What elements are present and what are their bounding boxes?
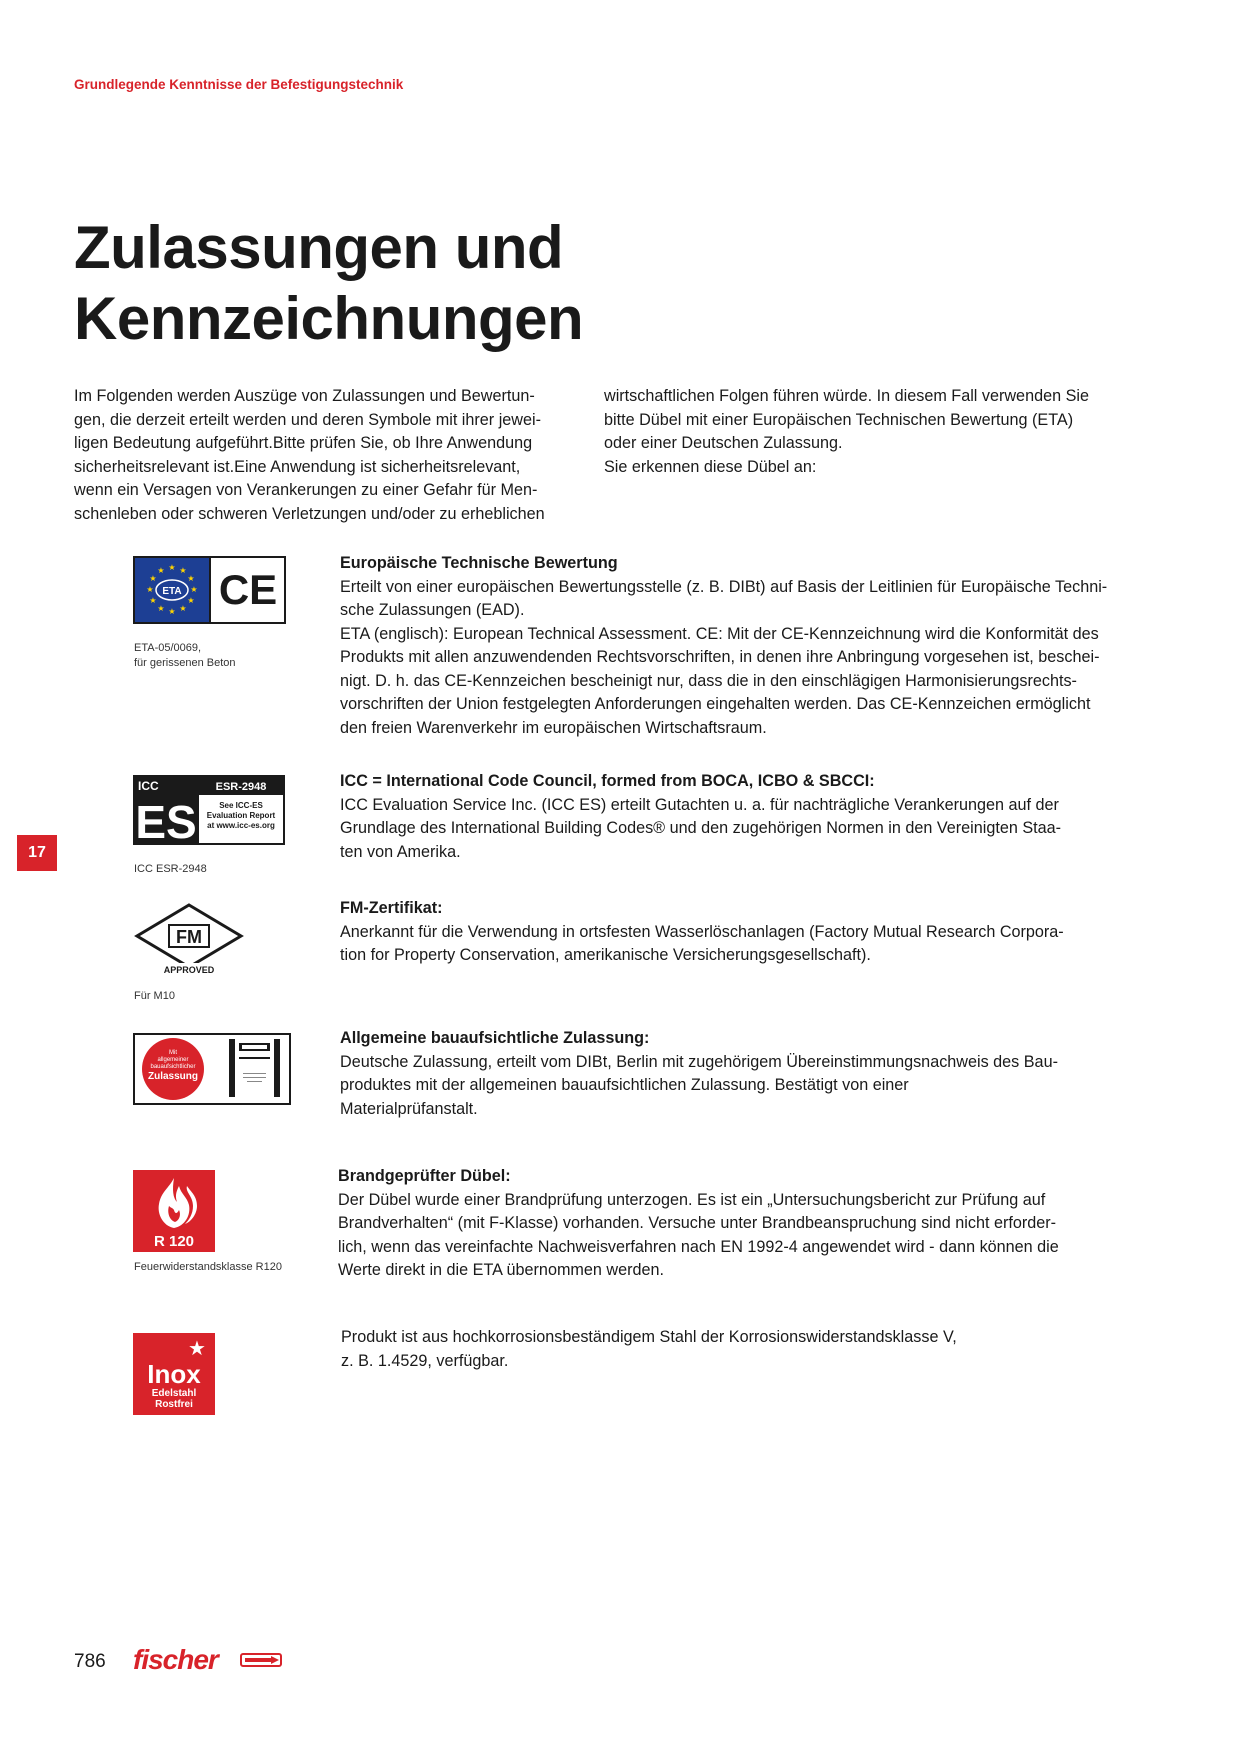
fire-caption	[134, 1260, 282, 1275]
intro-line: schenleben oder schweren Verletzungen und/oder zu erheblichen	[74, 504, 545, 523]
fischer-plug-icon	[240, 1651, 282, 1674]
svg-text:★: ★	[168, 563, 176, 572]
fm-line: Anerkannt für die Verwendung in ortsfesten Wasserlöschanlagen (Factory Mutual Research Corpora-	[340, 922, 1064, 941]
inox-line: z. B. 1.4529, verfügbar.	[341, 1351, 509, 1370]
fire-line: Der Dübel wurde einer Brandprüfung unterzogen. Es ist ein „Untersuchungsbericht zur Prüfung auf	[338, 1190, 1046, 1209]
page-title-line-2: Kennzeichnungen	[74, 285, 584, 352]
icc-section	[340, 770, 1140, 864]
fire-heading: Brandgeprüfter Dübel:	[338, 1167, 511, 1185]
ce-mark-text: CE	[218, 566, 278, 613]
abz-logo	[133, 1033, 291, 1105]
fm-line: tion for Property Conservation, amerikanische Versicherungsgesellschaft).	[340, 946, 871, 964]
fm-caption	[134, 989, 175, 1004]
fm-section	[340, 897, 1140, 968]
abz-line: Deutsche Zulassung, erteilt vom DIBt, Berlin mit zugehörigem Übereinstimmungsnachweis des Bau-	[340, 1052, 1058, 1071]
eta-caption	[134, 641, 236, 670]
star-icon: ★	[188, 1336, 206, 1360]
svg-text:★: ★	[179, 604, 187, 613]
rostfrei-text: Rostfrei	[155, 1399, 193, 1410]
es-logo-text: ES	[135, 796, 197, 845]
inox-line: Produkt ist aus hochkorrosionsbeständigem Stahl der Korrosionswiderstandsklasse V,	[341, 1328, 957, 1346]
eta-line: nigt. D. h. das CE-Kennzeichen bescheinigt nur, dass die in den einschlägigen Harmonisierungsrechts-	[340, 671, 1077, 690]
page-title	[74, 212, 794, 354]
eta-heading: Europäische Technische Bewertung	[340, 554, 618, 572]
icc-url-text: at www.icc-es.org	[207, 821, 275, 830]
icc-eval-text: Evaluation Report	[206, 811, 276, 820]
svg-text:★: ★	[149, 596, 157, 605]
intro-left-column	[74, 385, 579, 526]
icc-see-text: See ICC-ES	[219, 801, 263, 810]
icc-logo-text: ICC	[138, 779, 159, 793]
fire-line: Brandverhalten“ (mit F-Klasse) vorhanden. Versuche unter Brandbeanspruchung sind nicht erforder-	[338, 1214, 1057, 1232]
fire-section	[338, 1165, 1138, 1283]
icc-line: ten von Amerika.	[340, 842, 461, 861]
svg-text:★: ★	[187, 596, 195, 605]
fire-line: Werte direkt in die ETA übernommen werden.	[338, 1261, 665, 1279]
eta-line: sche Zulassungen (EAD).	[340, 601, 525, 619]
svg-text:★: ★	[149, 574, 157, 583]
intro-line: Im Folgenden werden Auszüge von Zulassungen und Bewertun-	[74, 387, 535, 405]
abz-heading: Allgemeine bauaufsichtliche Zulassung:	[340, 1029, 650, 1047]
inox-text: Inox	[147, 1359, 201, 1389]
eta-line: vorschriften der Union festgelegten Anforderungen eingehalten werden. Das CE-Kennzeichen ermöglicht	[340, 695, 1091, 713]
page-title-line-1: Zulassungen und	[74, 214, 564, 281]
intro-line: sicherheitsrelevant ist.Eine Anwendung ist sicherheitsrelevant,	[74, 457, 521, 476]
caption-line: Für M10	[134, 990, 175, 1002]
inox-logo	[133, 1333, 215, 1415]
intro-line: Sie erkennen diese Dübel an:	[604, 457, 817, 476]
svg-text:★: ★	[157, 604, 165, 613]
eta-ce-logo	[133, 556, 286, 624]
icc-heading: ICC = International Code Council, formed from BOCA, ICBO & SBCCI:	[340, 772, 875, 790]
fm-approved-text: APPROVED	[163, 965, 215, 975]
fm-logo-text: FM	[176, 927, 202, 947]
intro-line: oder einer Deutschen Zulassung.	[604, 434, 843, 452]
eta-line: den freien Warenverkehr im europäischen Wirtschaftsraum.	[340, 718, 767, 737]
intro-line: wenn ein Versagen von Verankerungen zu einer Gefahr für Men-	[74, 481, 538, 499]
page-number: 786	[74, 1651, 106, 1672]
icc-es-logo	[133, 775, 285, 845]
fm-heading: FM-Zertifikat:	[340, 899, 443, 917]
r120-fire-logo	[133, 1170, 215, 1252]
caption-line: ETA-05/0069,	[134, 642, 202, 654]
caption-line: ICC ESR-2948	[134, 863, 207, 875]
caption-line: für gerissenen Beton	[134, 656, 236, 669]
fm-approved-logo	[133, 903, 245, 975]
abz-bau-text: bauaufsichtlicher	[150, 1064, 196, 1070]
intro-line: wirtschaftlichen Folgen führen würde. In diesem Fall verwenden Sie	[604, 387, 1089, 405]
icc-caption	[134, 862, 207, 877]
abz-line: Materialprüfanstalt.	[340, 1099, 478, 1118]
r120-text: R 120	[153, 1233, 195, 1250]
icc-line: Grundlage des International Building Codes® und den zugehörigen Normen in den Vereinigten Staa-	[340, 819, 1062, 837]
intro-line: gen, die derzeit erteilt werden und deren Symbole mit ihrer jewei-	[74, 410, 541, 429]
inox-section	[341, 1326, 1141, 1373]
svg-text:★: ★	[168, 607, 176, 616]
eta-logo-text: ETA	[162, 586, 182, 597]
abz-line: produktes mit der allgemeinen bauaufsichtlichen Zulassung. Bestätigt von einer	[340, 1076, 909, 1094]
abz-zulassung-text: Zulassung	[147, 1071, 199, 1082]
svg-text:★: ★	[187, 574, 195, 583]
caption-line: Feuerwiderstandsklasse R120	[134, 1261, 282, 1273]
edelstahl-text: Edelstahl	[151, 1388, 197, 1399]
fischer-logo-text: fischer	[133, 1644, 218, 1675]
eta-line: Produkts mit allen anzuwendenden Rechtsvorschriften, in denen ihre Anbringung vorgesehen ist, beschei-	[340, 648, 1100, 666]
running-header: Grundlegende Kenntnisse der Befestigungstechnik	[74, 77, 404, 92]
abz-allg-text: allgemeiner	[157, 1057, 189, 1063]
eta-line: ETA (englisch): European Technical Assessment. CE: Mit der CE-Kennzeichnung wird die Konformität des	[340, 624, 1099, 643]
svg-text:★: ★	[179, 566, 187, 575]
svg-text:★: ★	[157, 566, 165, 575]
eta-line: Erteilt von einer europäischen Bewertungsstelle (z. B. DIBt) auf Basis der Leitlinien für Europäische Techni-	[340, 577, 1108, 596]
abz-section	[340, 1027, 1140, 1121]
intro-line: bitte Dübel mit einer Europäischen Technischen Bewertung (ETA)	[604, 410, 1074, 429]
intro-right-column	[604, 385, 1124, 479]
fire-line: lich, wenn das vereinfachte Nachweisverfahren nach EN 1992-4 angewendet wird - dann können die	[338, 1237, 1059, 1256]
esr-number-text: ESR-2948	[215, 781, 267, 793]
icc-line: ICC Evaluation Service Inc. (ICC ES) erteilt Gutachten u. a. für nachträgliche Verankerungen auf der	[340, 795, 1059, 814]
chapter-page-tab: 17	[17, 835, 57, 871]
svg-text:★: ★	[190, 585, 198, 594]
abz-mit-text: Mit	[169, 1050, 177, 1056]
eta-section	[340, 552, 1140, 740]
svg-text:★: ★	[146, 585, 154, 594]
intro-line: ligen Bedeutung aufgeführt.Bitte prüfen Sie, ob Ihre Anwendung	[74, 434, 533, 452]
